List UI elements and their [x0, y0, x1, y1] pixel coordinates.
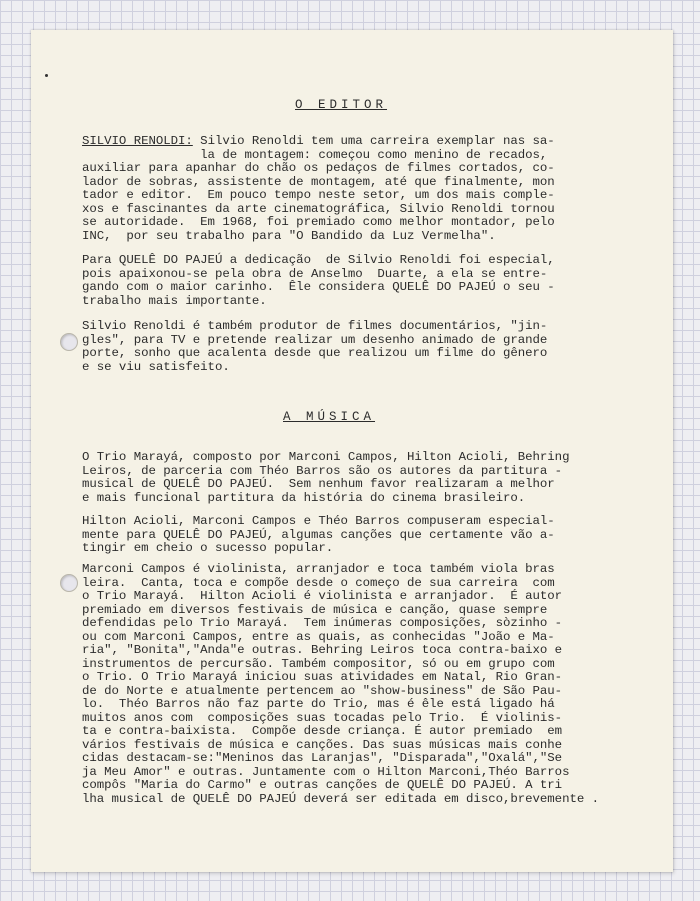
editor-name-label: SILVIO RENOLDI: — [82, 134, 193, 148]
editor-paragraph-3: Silvio Renoldi é também produtor de filmes documentários, "jin- gles", para TV e pretende realizar um desenho animado de grande porte, sonho que acalenta desde que realizou um filme do gênero e se viu satisfeito. — [82, 319, 548, 374]
editor-paragraph-1-body: la de montagem: começou como menino de recados, auxiliar para apanhar do chão os pedaços de filmes cortados, co- lador de sobras, assistente de montagem, até que finalmente, mon tador e editor. Em pouco tempo neste setor, um dos mais comple- xos e fascinantes da arte cinematográfica, Silvio Renoldi tornou se autoridade. Em 1968, foi premiado como melhor montador, pelo INC, por seu trabalho para "O Bandido da Luz Vermelha". — [82, 147, 555, 243]
ink-dot — [45, 74, 48, 77]
section-heading-editor: O EDITOR — [295, 98, 388, 112]
editor-paragraph-2: Para QUELÊ DO PAJEÚ a dedicação de Silvio Renoldi foi especial, pois apaixonou-se pela obra de Anselmo Duarte, a ela se entre- gando com o maior carinho. Êle considera QUELÊ DO PAJEÚ o seu - trabalho mais importante. — [82, 253, 555, 308]
musica-paragraph-2: Hilton Acioli, Marconi Campos e Théo Barros compuseram especial- mente para QUELÊ DO PAJEÚ, algumas canções que certamente vão a- tingir em cheio o sucesso popular. — [82, 514, 555, 555]
section-heading-musica: A MÚSICA — [283, 410, 376, 424]
editor-paragraph-1-first-line: Silvio Renoldi tem uma carreira exemplar nas sa- — [192, 134, 555, 148]
editor-paragraph-1 — [82, 135, 622, 243]
punch-hole — [60, 574, 78, 592]
punch-hole — [60, 333, 78, 351]
musica-paragraph-3: Marconi Campos é violinista, arranjador e toca também viola bras leira. Canta, toca e compõe desde o começo de sua carreira com o Trio Marayá. Hilton Acioli é violinista e arranjador. É autor premiado em diversos festivais de música e canção, quase sempre defendidas pelo Trio Marayá. Tem inúmeras composições, sòzinho - ou com Marconi Campos, entre as quais, as conhecidas "João e Ma- ria", "Bonita","Anda"e outras. Behring Leiros toca contra-baixo e instrumentos de percursão. Também compositor, só ou em grupo com o Trio. O Trio Marayá iniciou suas atividades em Natal, Rio Gran- de do Norte e atualmente pertencem ao "show-business" de São Pau- lo. Théo Barros não faz parte do Trio, mas é êle está ligado há muitos anos com composições suas tocadas pelo Trio. É violinis- ta e contra-baixista. Compõe desde criança. É autor premiado em vários festivais de música e canções. Das suas músicas mais conhe cidas destacam-se:"Meninos das Laranjas", "Disparada","Oxalá","Se ja Meu Amor" e outras. Juntamente com o Hilton Marconi,Théo Barros compôs "Maria do Carmo" e outras canções de QUELÊ DO PAJEÚ. A tri lha musical de QUELÊ DO PAJEÚ deverá ser editada em disco,brevemente . — [82, 562, 599, 806]
musica-paragraph-1: O Trio Marayá, composto por Marconi Campos, Hilton Acioli, Behring Leiros, de parceria com Théo Barros são os autores da partitura - musical de QUELÊ DO PAJEÚ. Sem nenhum favor realizaram a melhor e mais funcional partitura da história do cinema brasileiro. — [82, 450, 570, 505]
